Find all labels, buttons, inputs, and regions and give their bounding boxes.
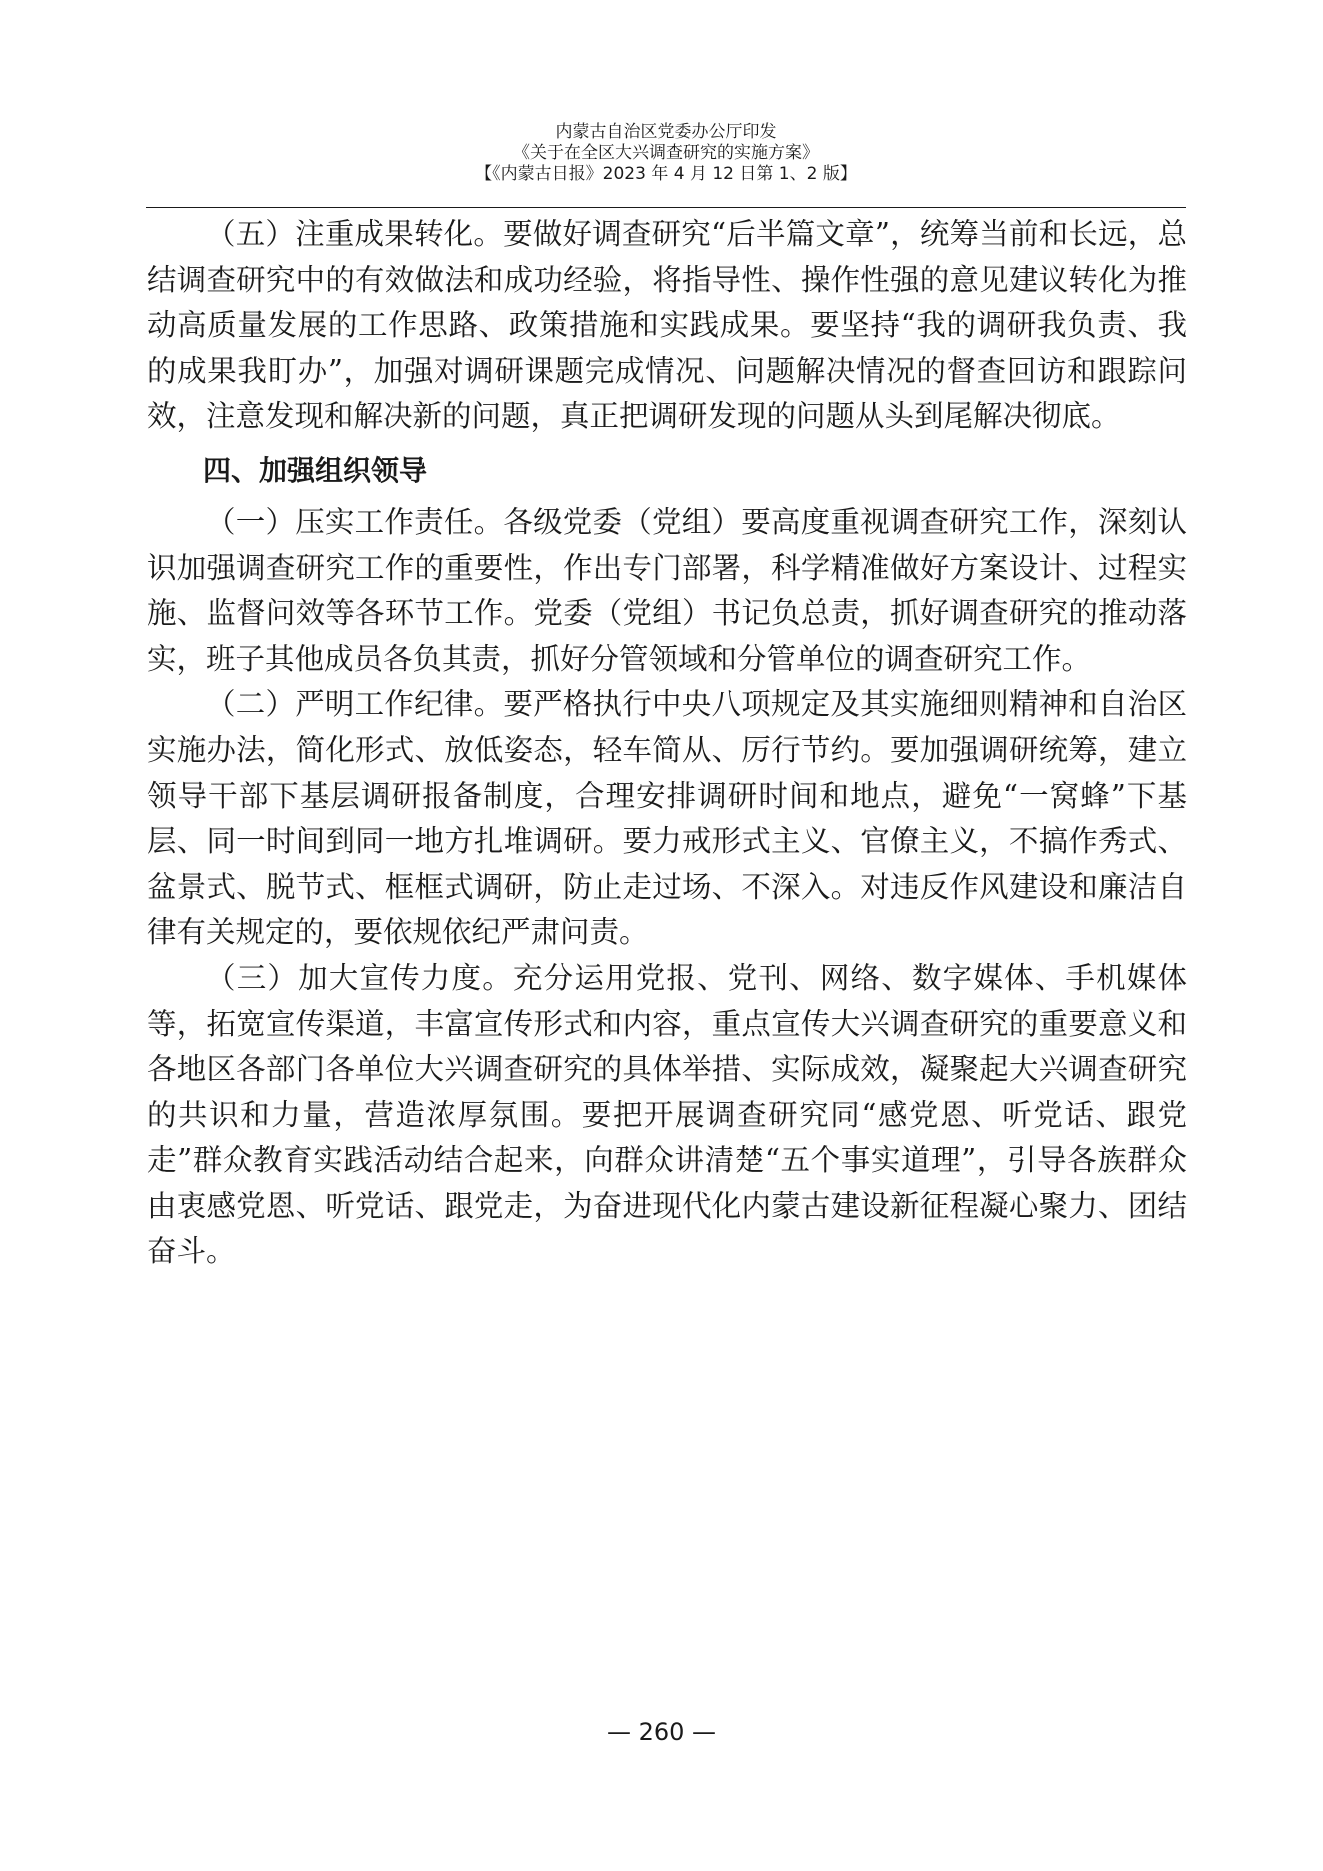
page-number: — 260 — (606, 1718, 717, 1746)
header-document-title: 《关于在全区大兴调查研究的实施方案》 (513, 143, 819, 163)
header-divider (146, 207, 1186, 208)
running-header (146, 122, 1186, 185)
paragraph-discipline: （二）严明工作纪律。要严格执行中央八项规定及其实施细则精神和自治区实施办法，简化形式、放低姿态，轻车简从、厉行节约。要加强调研统筹，建立领导干部下基层调研报备制度，合理安排调研时间和地点，避免“一窝蜂”下基层、同一时间到同一地方扎堆调研。要力戒形式主义、官僚主义，不搞作秀式、盆景式、脱节式、框框式调研，防止走过场、不深入。对违反作风建设和廉洁自律有关规定的，要依规依纪严肃问责。 (147, 687, 1187, 950)
paragraph-publicity: （三）加大宣传力度。充分运用党报、党刊、网络、数字媒体、手机媒体等，拓宽宣传渠道，丰富宣传形式和内容，重点宣传大兴调查研究的重要意义和各地区各部门各单位大兴调查研究的具体举措、实际成效，凝聚起大兴调查研究的共识和力量，营造浓厚氛围。要把开展调查研究同“感党恩、听党话、跟党走”群众教育实践活动结合起来，向群众讲清楚“五个事实道理”，引导各族群众由衷感党恩、听党话、跟党走，为奋进现代化内蒙古建设新征程凝心聚力、团结奋斗。 (147, 960, 1187, 1269)
document-body (147, 212, 1187, 1275)
paragraph-responsibility: （一）压实工作责任。各级党委（党组）要高度重视调查研究工作，深刻认识加强调查研究工作的重要性，作出专门部署，科学精准做好方案设计、过程实施、监督问效等各环节工作。党委（党组）书记负总责，抓好调查研究的推动落实，班子其他成员各负其责，抓好分管领域和分管单位的调查研究工作。 (147, 504, 1187, 676)
header-source: 【《内蒙古日报》2023 年 4 月 12 日第 1、2 版】 (475, 164, 857, 184)
header-issuer: 内蒙古自治区党委办公厅印发 (555, 122, 777, 142)
section-heading: 四、加强组织领导 (203, 453, 428, 487)
paragraph-result-transformation: （五）注重成果转化。要做好调查研究“后半篇文章”，统筹当前和长远，总结调查研究中的有效做法和成功经验，将指导性、操作性强的意见建议转化为推动高质量发展的工作思路、政策措施和实践成果。要坚持“我的调研我负责、我的成果我盯办”，加强对调研课题完成情况、问题解决情况的督查回访和跟踪问效，注意发现和解决新的问题，真正把调研发现的问题从头到尾解决彻底。 (147, 217, 1187, 434)
